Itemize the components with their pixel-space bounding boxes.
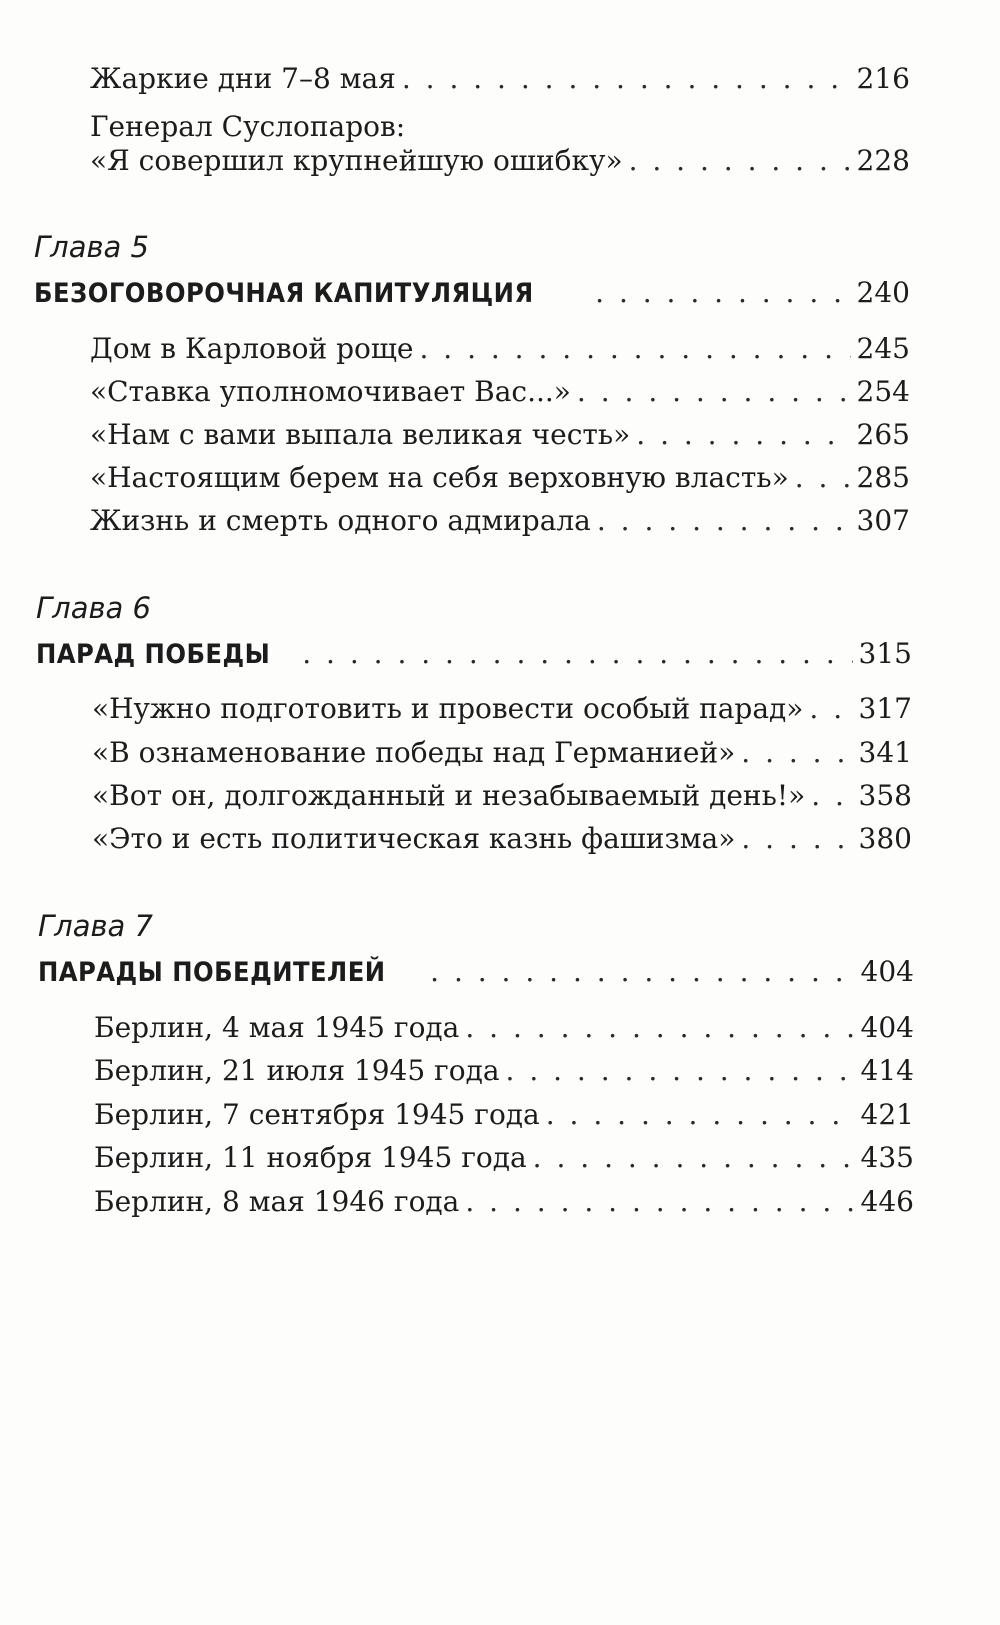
toc-entry (92, 779, 912, 813)
entry-page: 307 (856, 504, 910, 537)
entry-title: «Ставка уполномочивает Вас...» (90, 375, 571, 408)
toc-entry (90, 418, 910, 452)
leader-dots (430, 955, 854, 989)
toc-entry (90, 332, 910, 366)
entry-page: 228 (856, 144, 910, 177)
toc-entry (94, 1141, 914, 1175)
leader-dots (636, 418, 850, 452)
chapter-label: Глава 6 (36, 591, 151, 625)
entry-title: «Вот он, долгожданный и незабываемый день!» (92, 779, 806, 812)
entry-title: «Это и есть политическая казнь фашизма» (92, 822, 736, 855)
leader-dots (811, 779, 852, 813)
toc-entry (90, 504, 910, 538)
leader-dots (402, 62, 851, 96)
toc-entry (90, 62, 910, 96)
leader-dots (465, 1011, 854, 1045)
chapter-page: 315 (858, 637, 912, 670)
entry-page: 435 (860, 1141, 914, 1174)
entry-title: Дом в Карловой роще (90, 332, 414, 365)
chapter-label: Глава 7 (38, 909, 153, 943)
toc-entry (90, 375, 910, 409)
leader-dots (419, 332, 850, 366)
leader-dots (595, 276, 850, 310)
chapter-title: ПАРАД ПОБЕДЫ (36, 639, 271, 670)
toc-entry (90, 461, 910, 495)
entry-title: Берлин, 11 ноября 1945 года (94, 1141, 527, 1174)
entry-title: Берлин, 7 сентября 1945 года (94, 1098, 540, 1131)
entry-page: 421 (860, 1098, 914, 1131)
leader-dots (506, 1054, 855, 1088)
toc-entry (94, 1185, 914, 1219)
entry-page: 380 (858, 822, 912, 855)
entry-page: 254 (856, 375, 910, 408)
leader-dots (629, 144, 851, 178)
toc-entry (92, 822, 912, 856)
entry-title: «Я совершил крупнейшую ошибку» (90, 144, 623, 177)
entry-page: 216 (856, 62, 910, 95)
toc-entry (92, 736, 912, 770)
toc-entry (94, 1098, 914, 1132)
entry-page: 341 (858, 736, 912, 769)
leader-dots (546, 1098, 855, 1132)
entry-page: 404 (860, 1011, 914, 1044)
entry-title: Берлин, 8 мая 1946 года (94, 1185, 460, 1218)
chapter-heading (34, 276, 910, 311)
leader-dots (533, 1141, 855, 1175)
chapter-label: Глава 5 (34, 230, 149, 264)
entry-page: 414 (860, 1054, 914, 1087)
entry-title: «Настоящим берем на себя верховную власть» (90, 461, 789, 494)
entry-page: 265 (856, 418, 910, 451)
toc-entry (94, 1054, 914, 1088)
entry-title: «Нужно подготовить и провести особый парад» (92, 692, 804, 725)
entry-title: Берлин, 4 мая 1945 года (94, 1011, 460, 1044)
entry-page: 446 (860, 1185, 914, 1218)
entry-title-line1: Генерал Суслопаров: (90, 110, 406, 143)
entry-page: 245 (856, 332, 910, 365)
entry-page: 358 (858, 779, 912, 812)
entry-title: Берлин, 21 июля 1945 года (94, 1054, 500, 1087)
chapter-page: 404 (860, 955, 914, 988)
leader-dots (302, 637, 852, 671)
entry-title: «Нам с вами выпала великая честь» (90, 418, 631, 451)
entry-page: 285 (856, 461, 910, 494)
leader-dots (577, 375, 851, 409)
leader-dots (465, 1185, 854, 1219)
leader-dots (597, 504, 851, 538)
leader-dots (795, 461, 851, 495)
chapter-title: БЕЗОГОВОРОЧНАЯ КАПИТУЛЯЦИЯ (34, 278, 534, 309)
entry-title: «В ознаменование победы над Германией» (92, 736, 736, 769)
chapter-heading (38, 955, 914, 990)
leader-dots (809, 692, 852, 726)
entry-page: 317 (858, 692, 912, 725)
entry-title: Жаркие дни 7–8 мая (90, 62, 396, 95)
leader-dots (741, 736, 852, 770)
chapter-heading (36, 637, 912, 672)
chapter-page: 240 (856, 276, 910, 309)
toc-entry (92, 692, 912, 726)
chapter-title: ПАРАДЫ ПОБЕДИТЕЛЕЙ (38, 957, 386, 988)
entry-title: Жизнь и смерть одного адмирала (90, 504, 591, 537)
leader-dots (741, 822, 852, 856)
toc-entry (90, 144, 910, 178)
toc-entry (94, 1011, 914, 1045)
